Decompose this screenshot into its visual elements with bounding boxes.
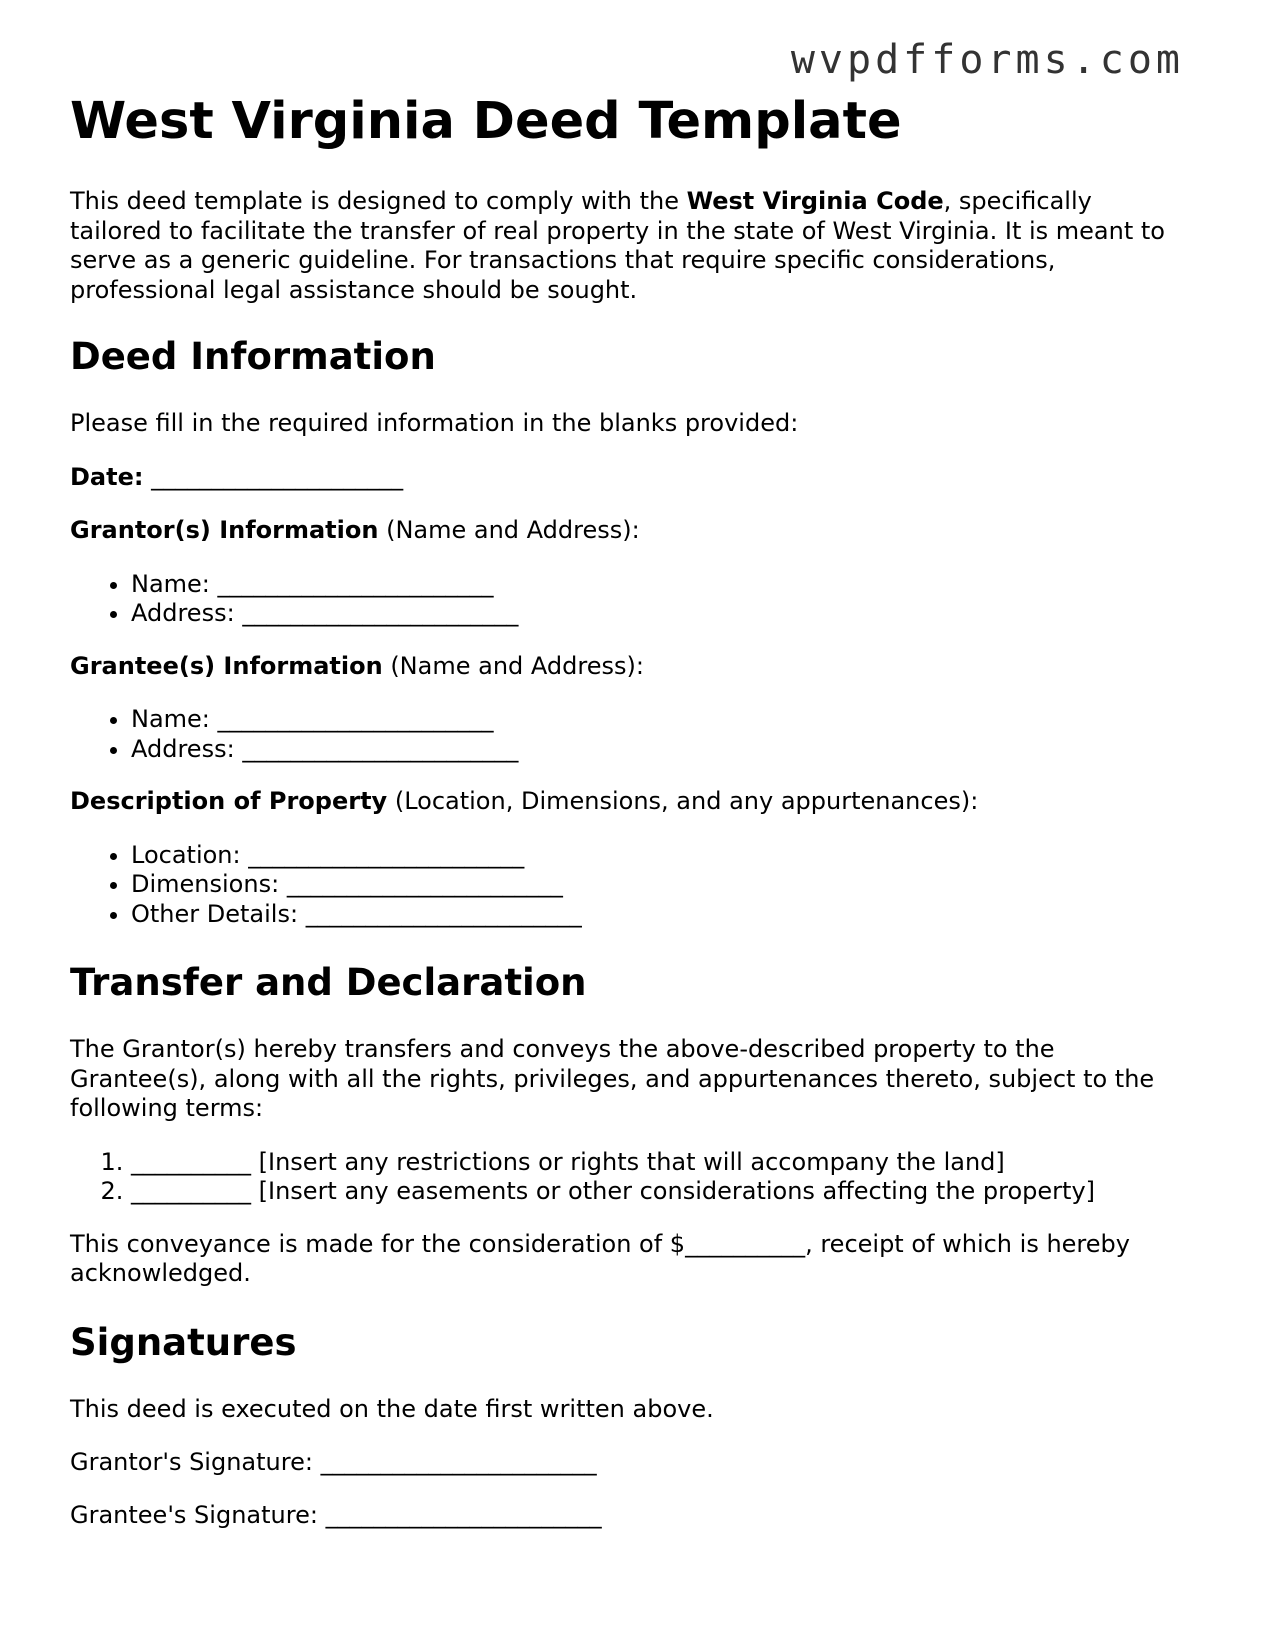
grantor-name-item[interactable] (131, 570, 1190, 600)
grantor-list (70, 570, 1190, 629)
property-heading (70, 787, 1190, 817)
intro-bold-code: West Virginia Code (686, 187, 944, 215)
deed-information-heading: Deed Information (70, 335, 436, 378)
grantor-name-label: Name: (131, 569, 210, 598)
intro-paragraph (70, 187, 1190, 305)
date-label: Date: (70, 462, 144, 491)
date-blank[interactable]: _____________________ (151, 462, 404, 491)
term-1-blank[interactable]: __________ (131, 1147, 251, 1176)
property-location-item[interactable] (131, 841, 1190, 871)
grantee-signature-blank[interactable]: _______________________ (325, 1500, 602, 1529)
property-other-item[interactable] (131, 900, 1190, 930)
term-2-blank[interactable]: __________ (131, 1177, 251, 1205)
transfer-heading: Transfer and Declaration (70, 961, 587, 1004)
property-other-blank[interactable]: _______________________ (305, 899, 582, 928)
executed-statement: This deed is executed on the date first written above. (70, 1394, 714, 1423)
grantee-name-blank[interactable]: _______________________ (217, 705, 494, 733)
grantee-heading (70, 652, 1190, 682)
property-dimensions-item[interactable] (131, 870, 1190, 900)
grantee-suffix: (Name and Address): (382, 651, 644, 680)
property-label: Description of Property (70, 787, 388, 815)
property-suffix: (Location, Dimensions, and any appurtenances): (387, 787, 979, 815)
grantor-signature-blank[interactable]: _______________________ (320, 1448, 597, 1476)
consideration-blank[interactable]: __________ (685, 1229, 806, 1258)
watermark: wvpdfforms.com (790, 37, 1184, 83)
term-1-text: [Insert any restrictions or rights that will accompany the land] (258, 1147, 1005, 1176)
grantee-address-item[interactable] (131, 735, 1190, 765)
grantor-address-label: Address: (131, 599, 235, 627)
grantee-label: Grantee(s) Information (70, 651, 383, 680)
property-other-label: Other Details: (131, 899, 299, 928)
intro-text-after: , specifically tailored to facilitate the transfer of real property in the state of West Virginia. It is meant to serve as a generic guideline. For transactions that require specific considerations, professional legal assistance should be sought. (70, 187, 1165, 304)
grantee-address-blank[interactable]: _______________________ (242, 734, 519, 763)
grantor-address-blank[interactable]: _______________________ (242, 599, 519, 627)
term-item[interactable] (131, 1177, 1190, 1207)
property-dimensions-blank[interactable]: _______________________ (286, 870, 563, 898)
transfer-paragraph: The Grantor(s) hereby transfers and conveys the above-described property to the Grantee(s), along with all the rights, privileges, and appurtenances thereto, subject to the following terms: (70, 1035, 1155, 1122)
grantor-address-item[interactable] (131, 599, 1190, 629)
signatures-heading: Signatures (70, 1320, 297, 1364)
grantor-heading (70, 516, 1190, 546)
property-location-blank[interactable]: _______________________ (248, 840, 525, 869)
grantor-signature-label: Grantor's Signature: (70, 1448, 313, 1476)
consideration-after: , receipt of which is hereby acknowledged. (70, 1229, 1130, 1287)
intro-text-before: This deed template is designed to comply with the (70, 187, 687, 215)
document-page (70, 92, 1190, 1530)
grantee-list (70, 705, 1190, 764)
term-item[interactable] (131, 1148, 1190, 1178)
consideration-paragraph (70, 1230, 1190, 1289)
grantee-signature-label: Grantee's Signature: (70, 1500, 318, 1529)
term-2-text: [Insert any easements or other considerations affecting the property] (258, 1177, 1096, 1205)
grantor-label: Grantor(s) Information (70, 516, 379, 544)
grantor-suffix: (Name and Address): (378, 516, 640, 544)
grantee-name-item[interactable] (131, 705, 1190, 735)
fill-instruction: Please fill in the required information in the blanks provided: (70, 409, 799, 437)
grantee-name-label: Name: (131, 705, 210, 733)
property-dimensions-label: Dimensions: (131, 870, 280, 898)
property-location-label: Location: (131, 840, 241, 869)
grantee-address-label: Address: (131, 734, 235, 763)
property-list (70, 841, 1190, 930)
page-title: West Virginia Deed Template (70, 92, 902, 151)
grantor-signature-field[interactable] (70, 1448, 1190, 1478)
consideration-before: This conveyance is made for the consideration of $ (70, 1229, 686, 1258)
grantor-name-blank[interactable]: _______________________ (217, 569, 494, 598)
grantee-signature-field[interactable] (70, 1501, 1190, 1531)
date-field[interactable] (70, 463, 1190, 493)
terms-list (70, 1148, 1190, 1207)
